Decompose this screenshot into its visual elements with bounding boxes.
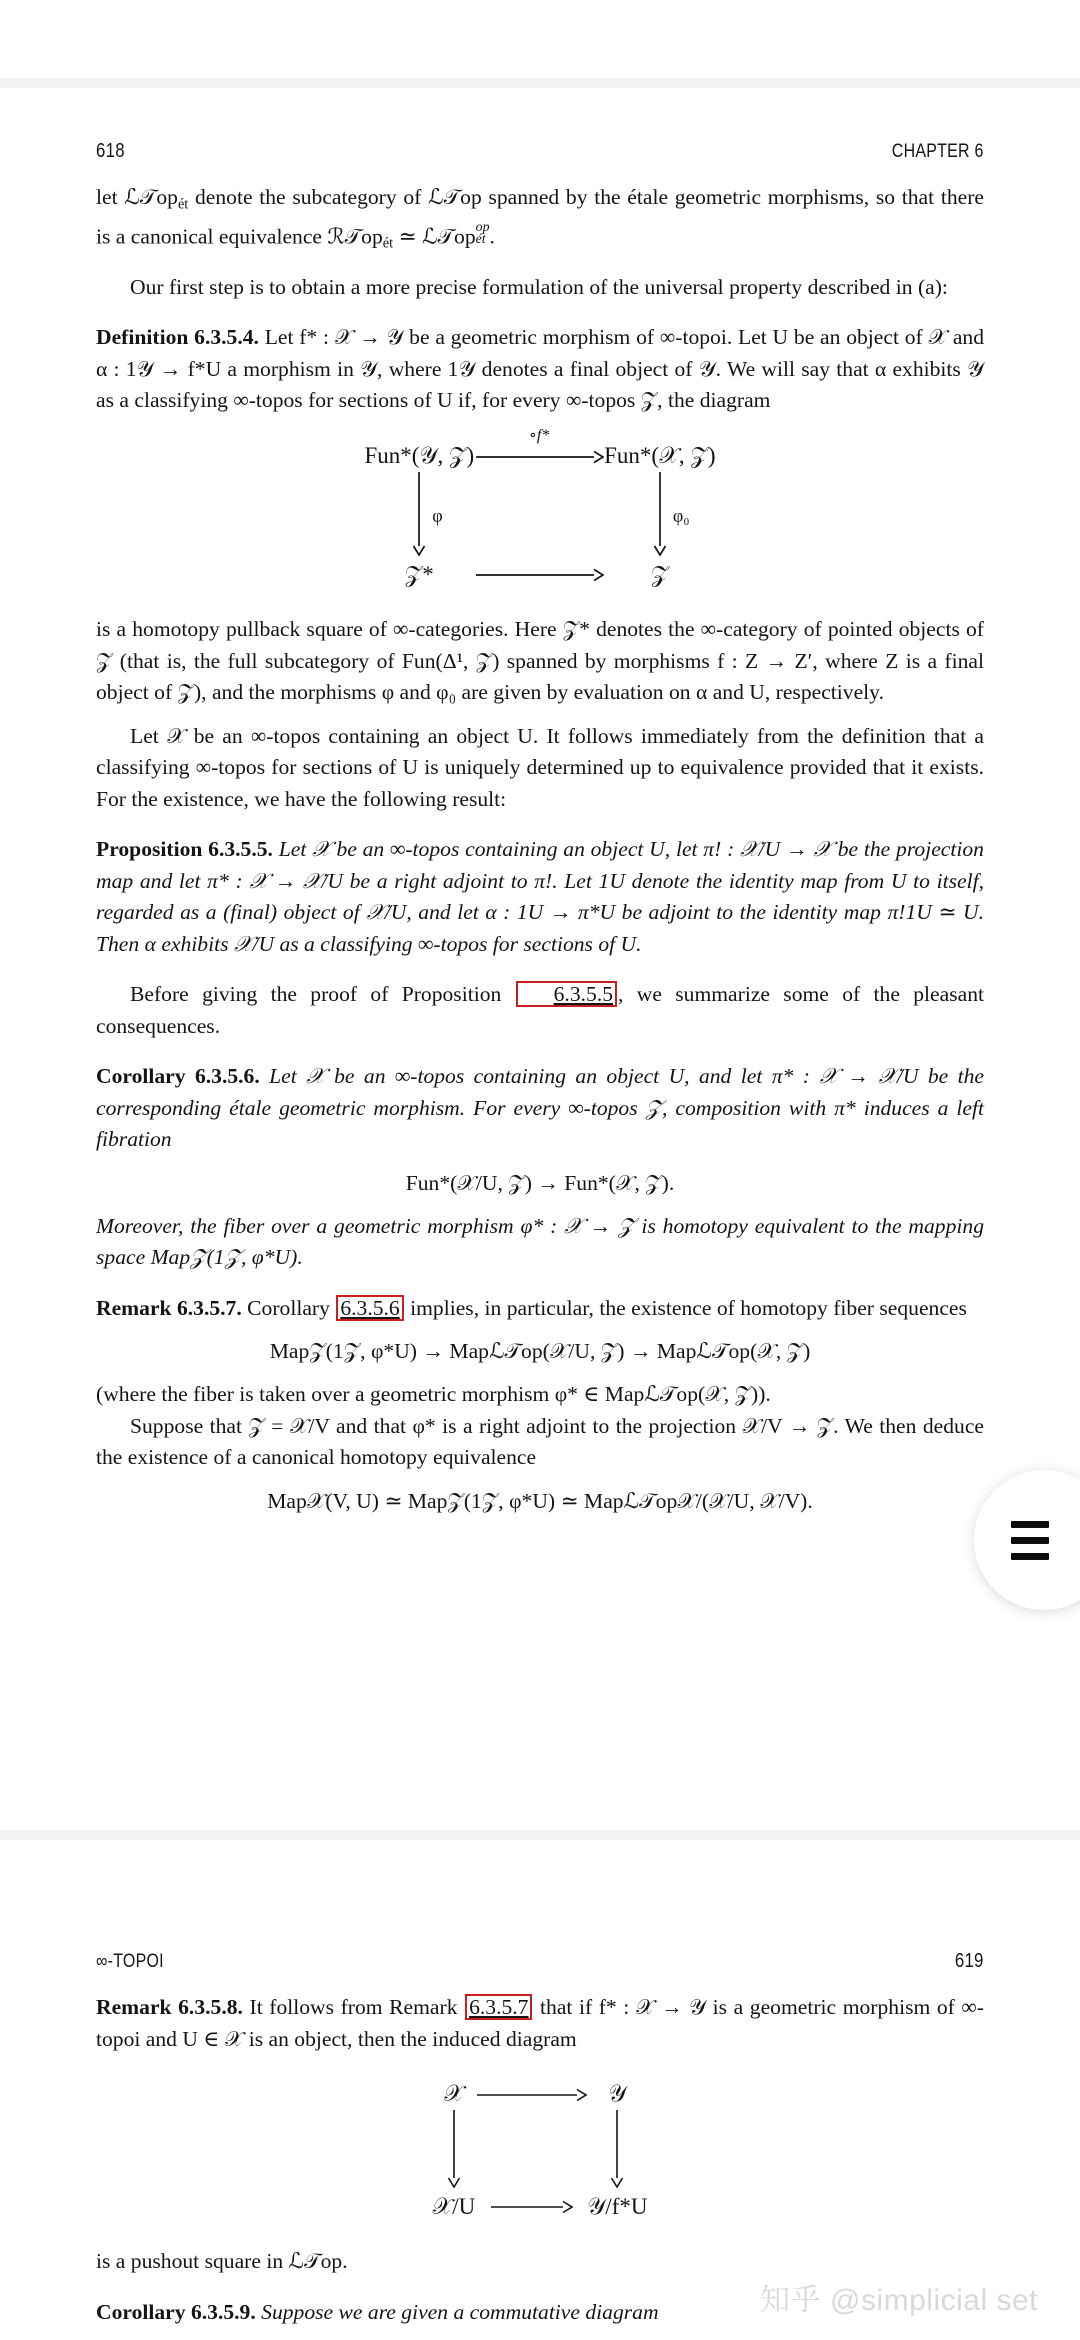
arrow-right-icon <box>475 2088 587 2102</box>
text-run: that if f* : 𝒳 → 𝒴 is a geometric morphism of ∞-topoi and U ∈ 𝒳 is an object, then the induced diagram <box>96 1995 984 2051</box>
definition-label: Definition 6.3.5.4. <box>96 325 259 350</box>
text-run: ≃ ℒ𝒯op <box>393 224 476 249</box>
section-title-619: ∞-TOPOI <box>96 1951 164 1972</box>
text-run: let ℒ𝒯op <box>96 185 178 209</box>
watermark: 知乎 @simplicial set <box>760 2284 1038 2317</box>
text-run: Before giving the proof of Proposition <box>130 982 515 1007</box>
diagram2-bottom-arrow <box>475 2194 587 2221</box>
diagram1-node-top-right: Fun*(𝒳, 𝒵) <box>604 443 716 469</box>
text-run: denote the subcategory of ℒ𝒯op spanned by the étale geometric morphisms, so that there is a canonical equivalence ℛ𝒯op <box>96 185 984 249</box>
corollary-display-equation: Fun*(𝒳/U, 𝒵) → Fun*(𝒳, 𝒵). <box>405 1170 675 1195</box>
corollary-9-body: Suppose we are given a commutative diagram <box>261 2299 659 2324</box>
running-head-619 <box>96 1950 984 1973</box>
definition-6-3-5-4 <box>96 322 984 417</box>
arrow-down-icon <box>610 2108 624 2188</box>
corollary-moreover: Moreover, the fiber over a geometric morphism φ* : 𝒳 → 𝒵 is homotopy equivalent to the mapping space Map𝒵(1𝒵, φ*U). <box>96 1213 984 1270</box>
corollary-label: Corollary 6.3.5.6. <box>96 1064 260 1089</box>
remark-6-3-5-7 <box>96 1293 984 1325</box>
remark-display-equation-2: Map𝒳(V, U) ≃ Map𝒵(1𝒵, φ*U) ≃ Mapℒ𝒯op𝒳/(𝒳/U, 𝒳/V). <box>267 1488 813 1513</box>
diagram1-top-arrow <box>474 426 604 470</box>
page-619 <box>0 1840 1080 2328</box>
text-run: implies, in particular, the existence of homotopy fiber sequences <box>404 1295 967 1320</box>
paragraph-ltop-etale <box>96 182 984 260</box>
page-separator-middle <box>0 1830 1080 1840</box>
text-run: . <box>489 224 495 249</box>
diagram1-left-arrow <box>364 470 474 562</box>
proposition-body: Let 𝒳 be an ∞-topos containing an object U, let π! : 𝒳/U → 𝒳 be the projection map and let π* : 𝒳 → 𝒳/U be a right adjoint to π!. Let 1U denote the identity map from U to itself, regarded as a (final) object of 𝒳/U, and let α : 1U → π*U be adjoint to the identity map π!1U ≃ U. Then α exhibits 𝒳/U as a classifying ∞-topos for sections of U. <box>96 837 984 956</box>
diagram1-right-arrow-label: φ₀ <box>672 505 690 526</box>
diagram2-left-arrow <box>433 2108 476 2194</box>
op-et-script <box>475 218 490 247</box>
arrow-right-icon <box>489 2200 573 2214</box>
diagram1-left-arrow-label: φ <box>432 505 443 526</box>
page-separator-top <box>0 78 1080 88</box>
paragraph-pullback-square: is a homotopy pullback square of ∞-categories. Here 𝒵* denotes the ∞-category of pointed objects of 𝒵 (that is, the full subcategory of Fun(Δ¹, 𝒵) spanned by morphisms f : Z → Z′, where Z is a final object of 𝒵), and the morphisms φ and φ₀ are given by evaluation on α and U, respectively. <box>96 617 984 705</box>
paragraph-pushout-square: is a pushout square in ℒ𝒯op. <box>96 2249 348 2274</box>
corollary-6-3-5-6 <box>96 1061 984 1156</box>
hamburger-menu-icon <box>1011 1521 1049 1560</box>
subscript-et: ét <box>382 235 394 252</box>
xref-link-6-3-5-5[interactable]: 6.3.5.5 <box>516 981 617 1007</box>
xref-link-6-3-5-6[interactable]: 6.3.5.6 <box>336 1295 403 1321</box>
remark-parenthetical: (where the fiber is taken over a geometric morphism φ* ∈ Mapℒ𝒯op(𝒳, 𝒵)). <box>96 1382 771 1407</box>
arrow-right-icon <box>474 568 604 582</box>
commutative-diagram-2 <box>96 2081 984 2220</box>
remark-suppose: Suppose that 𝒵 = 𝒳/V and that φ* is a right adjoint to the projection 𝒳/V → 𝒵. We then deduce the existence of a canonical homotopy equivalence <box>96 1413 984 1470</box>
diagram1-node-bottom-left: 𝒵* <box>404 561 434 587</box>
paragraph-before-proof <box>96 979 984 1042</box>
page-number-618: 618 <box>96 140 125 162</box>
definition-body: Let f* : 𝒳 → 𝒴 be a geometric morphism of ∞-topoi. Let U be an object of 𝒳 and α : 1𝒴 → f*U a morphism in 𝒴, where 1𝒴 denotes a final object of 𝒴. We will say that α exhibits 𝒴 as a classifying ∞-topos for sections of U if, for every ∞-topos 𝒵, the diagram <box>96 325 985 413</box>
arrow-down-icon <box>447 2108 461 2188</box>
page-618 <box>0 88 1080 1517</box>
diagram2-node-top-right: 𝒴 <box>608 2081 627 2107</box>
remark-8-label: Remark 6.3.5.8. <box>96 1995 243 2019</box>
diagram2-node-bottom-left: 𝒳/U <box>432 2193 476 2219</box>
corollary-body: Let 𝒳 be an ∞-topos containing an object U, and let π* : 𝒳 → 𝒳/U be the corresponding étale geometric morphism. For every ∞-topos 𝒵, composition with π* induces a left fibration <box>96 1064 985 1152</box>
arrow-down-icon <box>412 470 426 556</box>
page-number-619: 619 <box>954 1950 984 1972</box>
text-run: It follows from Remark <box>249 1995 465 2019</box>
paragraph-uniqueness: Let 𝒳 be an ∞-topos containing an object U. It follows immediately from the definition that a classifying ∞-topos for sections of U is uniquely determined up to equivalence provided that it exists. For the existence, we have the following result: <box>96 723 984 811</box>
xref-link-6-3-5-7[interactable]: 6.3.5.7 <box>465 1994 532 2020</box>
diagram2-node-top-left: 𝒳 <box>444 2081 464 2107</box>
remark-display-equation-1: Map𝒵(1𝒵, φ*U) → Mapℒ𝒯op(𝒳/U, 𝒵) → Mapℒ𝒯op(𝒳, 𝒵) <box>269 1339 811 1364</box>
running-head-618 <box>96 140 984 163</box>
subscript-et: ét <box>475 231 486 247</box>
proposition-6-3-5-5 <box>96 834 984 960</box>
diagram1-node-top-left: Fun*(𝒴, 𝒵) <box>364 443 475 469</box>
subscript-et: ét <box>177 196 189 213</box>
remark-6-3-5-8 <box>96 1992 984 2055</box>
commutative-diagram-1 <box>96 426 984 588</box>
text-run: Corollary <box>247 1295 336 1320</box>
remark-label: Remark 6.3.5.7. <box>96 1295 242 1320</box>
arrow-right-icon <box>474 450 604 464</box>
arrow-down-icon <box>653 470 667 556</box>
diagram1-node-bottom-right: 𝒵 <box>651 561 669 587</box>
diagram2-right-arrow <box>587 2108 647 2194</box>
diagram1-bottom-arrow <box>474 562 604 589</box>
diagram1-right-arrow <box>604 470 715 562</box>
proposition-label: Proposition 6.3.5.5. <box>96 837 273 862</box>
corollary-9-label: Corollary 6.3.5.9. <box>96 2299 256 2324</box>
diagram1-top-arrow-label: ∘f* <box>528 426 550 444</box>
diagram2-node-bottom-right: 𝒴/f*U <box>587 2193 648 2219</box>
chapter-title-618: CHAPTER 6 <box>891 141 984 162</box>
paragraph-first-step: Our first step is to obtain a more precise formulation of the universal property described in (a): <box>130 274 948 299</box>
superscript-op: op <box>475 218 490 234</box>
diagram2-top-arrow <box>475 2081 587 2108</box>
text-run: , we summarize some of the pleasant consequences. <box>96 982 984 1038</box>
